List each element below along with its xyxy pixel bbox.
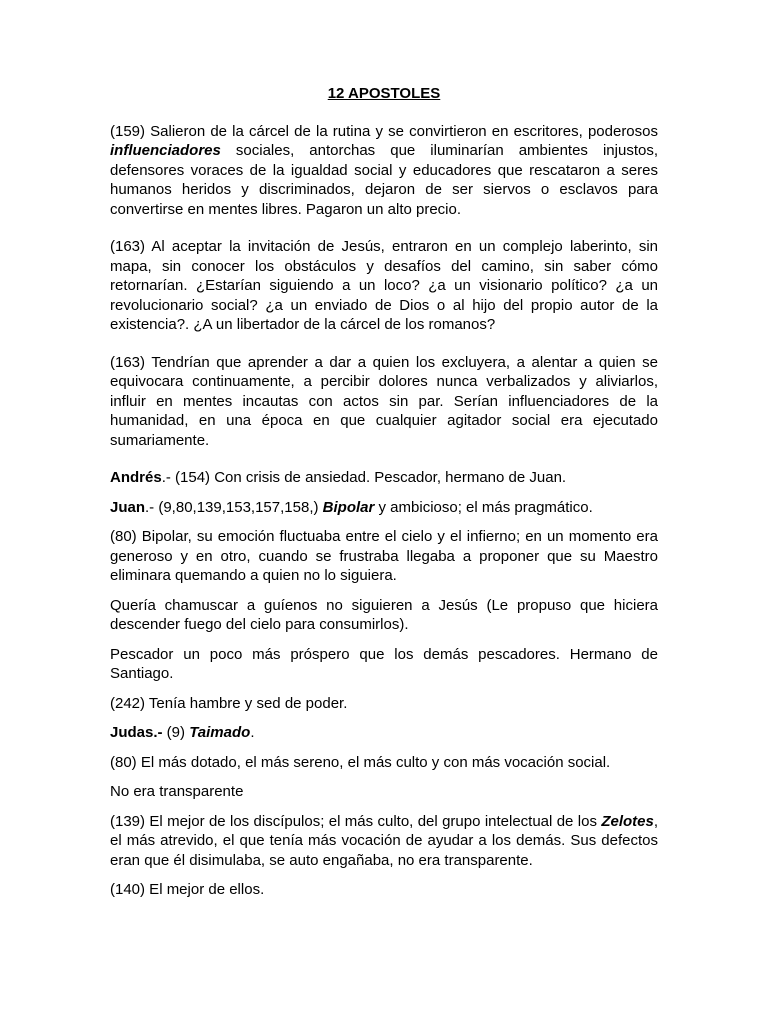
andres-description: .- (154) Con crisis de ansiedad. Pescador, hermano de Juan. bbox=[161, 469, 567, 486]
judas-entry bbox=[110, 723, 658, 743]
judas-paragraph-4: (140) El mejor de ellos. bbox=[110, 881, 265, 898]
juan-paragraph-3: Pescador un poco más próspero que los demás pescadores. Hermano de Santiago. bbox=[110, 645, 658, 682]
andres-name: Andrés bbox=[110, 469, 162, 486]
judas-name: Judas.- bbox=[110, 724, 163, 741]
intro-paragraph-1 bbox=[110, 122, 658, 220]
judas-paragraph-1: (80) El más dotado, el más sereno, el más culto y con más vocación social. bbox=[110, 753, 611, 771]
judas-period: . bbox=[250, 724, 255, 741]
intro-1-emphasis: influenciadores bbox=[110, 142, 221, 159]
intro-1-text-end: sociales, antorchas que iluminarían ambientes injustos, defensores voraces de la igualdad social y educadores que rescataron a seres humanos heridos y discriminados, dejaron de ser siervos o esclavos para convertirse en mentes libres. Pagaron un alto precio. bbox=[110, 142, 658, 218]
intro-paragraph-2: (163) Al aceptar la invitación de Jesús, entraron en un complejo laberinto, sin mapa, sin conocer los obstáculos y desafíos del camino, sin saber cómo retornarían. ¿Estarían siguiendo a un loco? ¿a un visionario político? ¿a un revolucionario social? ¿a un enviado de Dios o al hijo del propio autor de la existencia?. ¿A un libertador de la cárcel de los romanos? bbox=[110, 238, 658, 333]
juan-paragraph-4: (242) Tenía hambre y sed de poder. bbox=[110, 694, 348, 712]
judas-p3-text-start: (139) El mejor de los discípulos; el más culto, del grupo intelectual de los bbox=[110, 812, 602, 830]
juan-refs: .- (9,80,139,153,157,158,) bbox=[145, 498, 323, 516]
document-page bbox=[110, 84, 658, 910]
juan-description: y ambicioso; el más pragmático. bbox=[374, 498, 593, 516]
judas-paragraph-3 bbox=[110, 812, 658, 871]
juan-emphasis: Bipolar bbox=[322, 498, 375, 516]
intro-paragraph-3: (163) Tendrían que aprender a dar a quien los excluyera, a alentar a quien se equivocara continuamente, a percibir dolores nunca verbalizados y aliviarlos, influir en mentes incautas con actos sin par. Serían influenciadores de la humanidad, en una época en que cualquier agitador social era ejecutado sumariamente. bbox=[110, 353, 658, 449]
judas-p3-text-end: , el más atrevido, el que tenía más vocación de ayudar a los demás. Sus defectos eran que él disimulaba, se auto engañaba, no era transparente. bbox=[110, 812, 658, 869]
judas-emphasis: Taimado bbox=[189, 724, 251, 741]
judas-p3-emphasis: Zelotes bbox=[601, 812, 654, 830]
juan-entry bbox=[110, 498, 658, 518]
judas-refs: (9) bbox=[162, 724, 190, 741]
juan-paragraph-1: (80) Bipolar, su emoción fluctuaba entre el cielo y el infierno; en un momento era generoso y en otro, cuando se frustraba llegaba a proponer que su Maestro eliminara quemando a quien no lo siguiera. bbox=[110, 528, 658, 584]
juan-name: Juan bbox=[110, 498, 146, 516]
document-title: 12 APOSTOLES bbox=[327, 85, 441, 102]
juan-paragraph-2: Quería chamuscar a guíenos no siguieren a Jesús (Le propuso que hiciera descender fuego del cielo para consumirlos). bbox=[110, 596, 658, 633]
andres-entry bbox=[110, 468, 658, 488]
judas-paragraph-2: No era transparente bbox=[110, 783, 244, 800]
intro-1-text-start: (159) Salieron de la cárcel de la rutina y se convirtieron en escritores, poderosos bbox=[110, 122, 658, 140]
